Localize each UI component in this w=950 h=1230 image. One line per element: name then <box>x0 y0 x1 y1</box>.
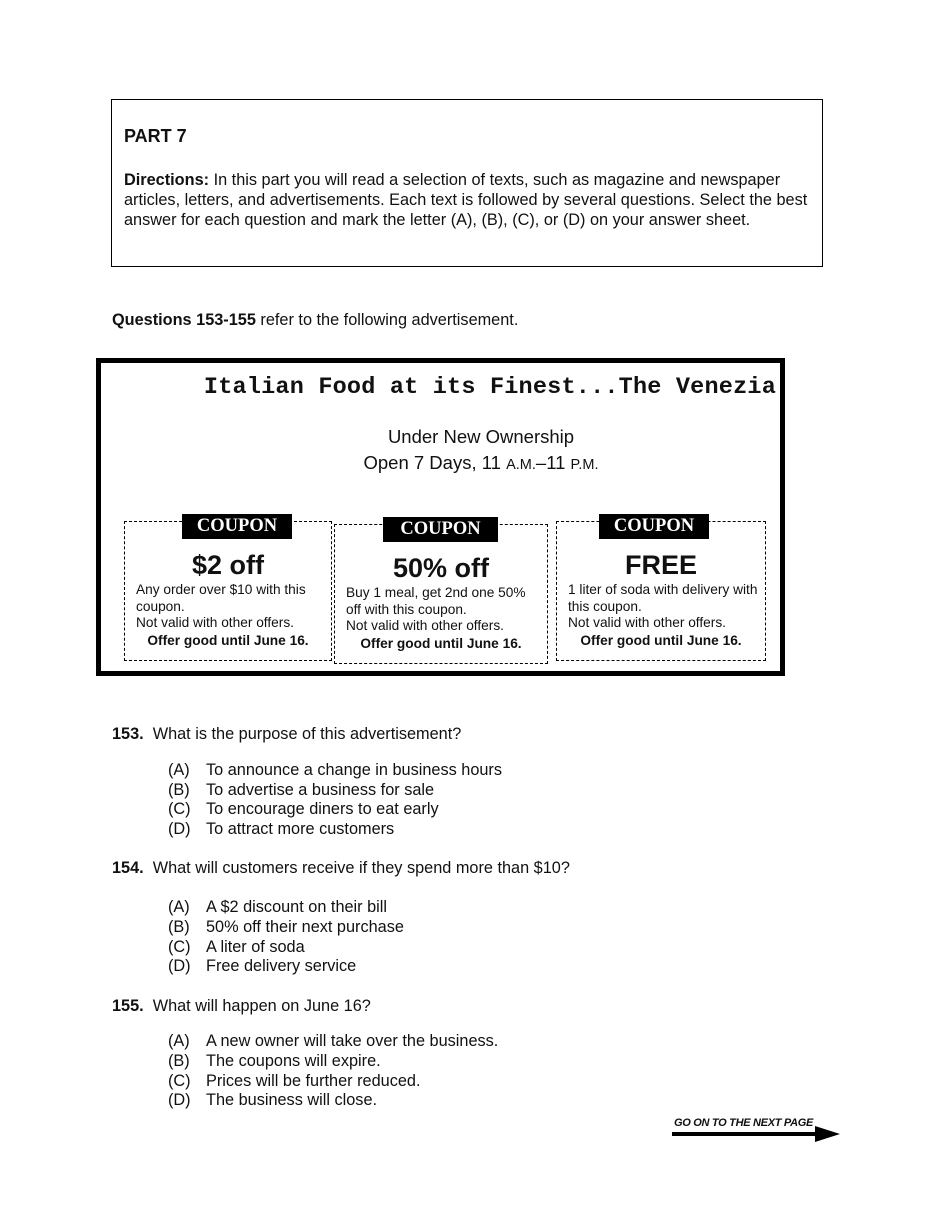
answer-option[interactable] <box>168 820 394 839</box>
coupon-label: COUPON <box>599 514 709 539</box>
question-155 <box>112 997 371 1016</box>
coupon-expiry: Offer good until June 16. <box>580 633 742 648</box>
question-number: 155. <box>112 997 144 1015</box>
hours-mid: –11 <box>535 452 566 473</box>
option-letter: (C) <box>168 800 191 818</box>
option-text: The coupons will expire. <box>206 1052 381 1070</box>
directions-label: Directions: <box>124 171 210 189</box>
option-letter: (C) <box>168 1072 191 1090</box>
option-text: A liter of soda <box>206 938 305 956</box>
option-text: Prices will be further reduced. <box>206 1072 421 1090</box>
option-letter: (D) <box>168 957 191 975</box>
option-letter: (A) <box>168 898 190 916</box>
answer-option[interactable] <box>168 781 434 800</box>
coupon-expiry: Offer good until June 16. <box>147 633 309 648</box>
answer-option[interactable] <box>168 1091 377 1110</box>
option-text: To encourage diners to eat early <box>206 800 439 818</box>
option-text: 50% off their next purchase <box>206 918 404 936</box>
answer-option[interactable] <box>168 761 502 780</box>
option-letter: (B) <box>168 1052 190 1070</box>
option-letter: (B) <box>168 918 190 936</box>
coupon-line: Not valid with other offers. <box>346 618 504 633</box>
answer-option[interactable] <box>168 1072 420 1091</box>
answer-option[interactable] <box>168 800 439 819</box>
coupon-expiry: Offer good until June 16. <box>360 636 522 651</box>
coupon-line: Not valid with other offers. <box>568 615 726 630</box>
question-text: What will happen on June 16? <box>152 997 371 1015</box>
questions-intro-text: refer to the following advertisement. <box>260 311 519 329</box>
option-letter: (C) <box>168 938 191 956</box>
option-text: A new owner will take over the business. <box>206 1032 499 1050</box>
answer-option[interactable] <box>168 918 404 937</box>
arrow-right-icon <box>672 1126 842 1143</box>
answer-option[interactable] <box>168 1032 498 1051</box>
coupon-headline: $2 off <box>191 550 264 580</box>
advertisement <box>96 358 785 676</box>
next-page-label: GO ON TO THE NEXT PAGE <box>674 1117 814 1129</box>
question-text: What is the purpose of this advertisement? <box>152 725 462 743</box>
coupon-fifty-percent <box>334 519 548 664</box>
question-153 <box>112 725 461 744</box>
hours-am: A.M. <box>506 457 536 473</box>
part-title: PART 7 <box>124 126 187 146</box>
question-number: 153. <box>112 725 144 743</box>
question-154 <box>112 859 570 878</box>
option-letter: (A) <box>168 761 190 779</box>
option-text: To attract more customers <box>206 820 395 838</box>
coupon-free-soda <box>556 516 766 661</box>
directions-body: In this part you will read a selection of texts, such as magazine and newspaper articles, letters, and advertisements. Each text is followed by several questions. Select the best answer for each question and mark the letter (A), (B), (C), or (D) on your answer sheet. <box>124 171 808 229</box>
question-number: 154. <box>112 859 144 877</box>
option-letter: (D) <box>168 820 191 838</box>
ad-subtitle: Under New Ownership <box>387 426 575 447</box>
option-letter: (D) <box>168 1091 191 1109</box>
answer-option[interactable] <box>168 1052 381 1071</box>
coupon-headline: FREE <box>624 550 697 580</box>
option-text: To announce a change in business hours <box>206 761 502 779</box>
coupon-description <box>568 582 760 632</box>
answer-option[interactable] <box>168 938 305 957</box>
coupon-description <box>136 582 326 632</box>
directions-paragraph <box>124 171 816 230</box>
answer-option[interactable] <box>168 957 356 976</box>
coupon-headline: 50% off <box>392 553 490 583</box>
coupon-line: Not valid with other offers. <box>136 615 294 630</box>
option-text: A $2 discount on their bill <box>206 898 388 916</box>
coupon-label: COUPON <box>383 517 498 542</box>
coupon-line: 1 liter of soda with delivery with this coupon. <box>568 582 758 614</box>
option-letter: (B) <box>168 781 190 799</box>
questions-range: Questions 153-155 <box>112 311 256 329</box>
directions-box <box>111 99 823 267</box>
question-text: What will customers receive if they spend more than $10? <box>152 859 570 877</box>
option-text: Free delivery service <box>206 957 357 975</box>
coupon-description <box>346 585 542 635</box>
coupon-line: Buy 1 meal, get 2nd one 50% off with this coupon. <box>346 585 526 617</box>
option-text: To advertise a business for sale <box>206 781 435 799</box>
answer-option[interactable] <box>168 898 387 917</box>
hours-pm: P.M. <box>570 457 599 473</box>
coupon-line: Any order over $10 with this coupon. <box>136 582 306 614</box>
coupon-two-dollars <box>124 516 332 661</box>
questions-intro <box>112 311 518 330</box>
hours-prefix: Open 7 Days, 11 <box>363 452 501 473</box>
option-letter: (A) <box>168 1032 190 1050</box>
next-page-indicator <box>672 1117 842 1143</box>
ad-hours <box>101 452 861 474</box>
option-text: The business will close. <box>206 1091 378 1109</box>
coupon-label: COUPON <box>182 514 292 539</box>
ad-title: Italian Food at its Finest...The Venezia <box>203 374 776 401</box>
